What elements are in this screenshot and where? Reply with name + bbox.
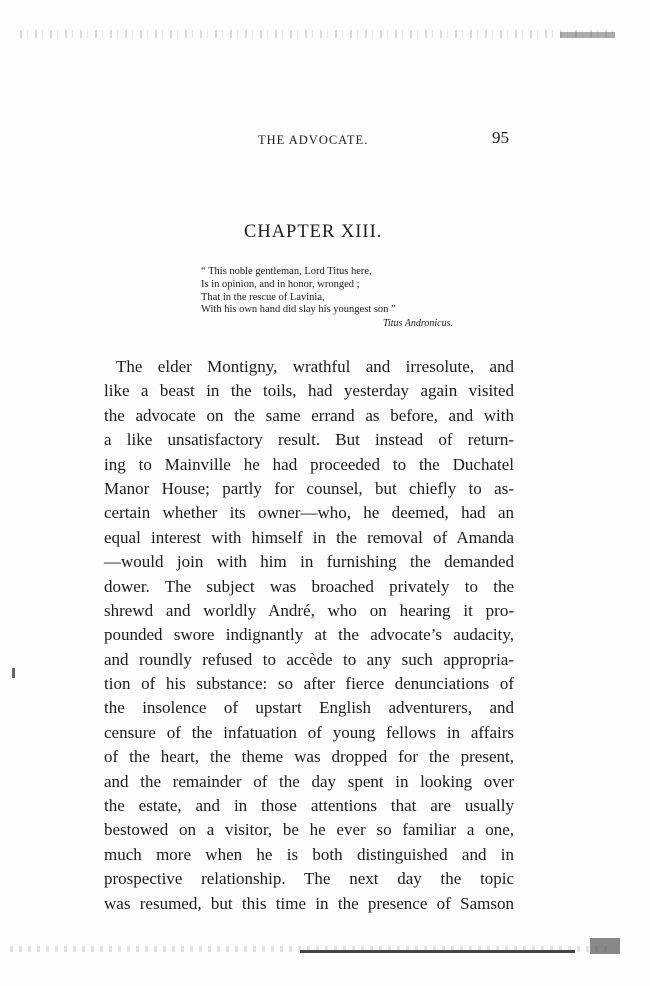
body-line: like a beast in the toils, had yesterday again visited — [104, 381, 514, 401]
epigraph — [201, 266, 461, 329]
epigraph-line: Is in opinion, and in honor, wronged ; — [201, 278, 360, 290]
body-line: —would join with him in furnishing the demanded — [104, 552, 514, 572]
page-number: 95 — [492, 128, 509, 147]
body-line: Manor House; partly for counsel, but chiefly to as- — [104, 478, 514, 498]
body-line: dower. The subject was broached privately to the — [104, 576, 514, 596]
scan-noise-top-mark — [560, 32, 615, 38]
body-line: the insolence of upstart English adventurers, and — [104, 698, 514, 718]
body-line: and roundly refused to accède to any such appropria- — [104, 649, 514, 669]
body-line: equal interest with himself in the removal of Amanda — [104, 527, 514, 547]
body-line: of the heart, the theme was dropped for the present, — [104, 747, 514, 767]
chapter-title: CHAPTER XIII. — [244, 222, 383, 242]
body-text — [104, 355, 514, 916]
body-line: certain whether its owner—who, he deemed, had an — [104, 503, 514, 523]
scan-noise-bottom-mark — [590, 938, 620, 954]
epigraph-attribution: Titus Andronicus. — [382, 318, 453, 330]
scan-noise-bottom-rule — [300, 950, 575, 953]
body-line: the estate, and in those attentions that are usually — [104, 796, 514, 816]
epigraph-line: With his own hand did slay his youngest son ” — [201, 304, 396, 316]
body-line: prospective relationship. The next day the topic — [104, 869, 514, 889]
body-line: censure of the infatuation of young fellows in affairs — [104, 722, 514, 742]
epigraph-line: That in the rescue of Lavinia, — [201, 291, 325, 303]
body-line: shrewd and worldly André, who on hearing it pro- — [104, 600, 514, 620]
body-line: a like unsatisfactory result. But instead of return- — [104, 430, 514, 450]
running-title: THE ADVOCATE. — [258, 133, 369, 147]
body-line: bestowed on a visitor, be he ever so familiar a one, — [104, 820, 514, 840]
body-line: The elder Montigny, wrathful and irresolute, and — [116, 357, 514, 376]
body-line: and the remainder of the day spent in looking over — [104, 771, 514, 791]
body-line: was resumed, but this time in the presence of Samson — [104, 893, 514, 913]
scan-noise-top — [20, 30, 620, 38]
body-line: the advocate on the same errand as before, and with — [104, 405, 514, 425]
body-line: ing to Mainville he had proceeded to the Duchatel — [104, 454, 514, 474]
scan-noise-left-mark — [12, 668, 15, 678]
body-line: much more when he is both distinguished and in — [104, 844, 514, 864]
body-line: pounded swore indignantly at the advocate’s audacity, — [104, 625, 514, 645]
body-line: tion of his substance: so after fierce denunciations of — [104, 674, 514, 694]
epigraph-line: “ This noble gentleman, Lord Titus here, — [201, 266, 372, 277]
